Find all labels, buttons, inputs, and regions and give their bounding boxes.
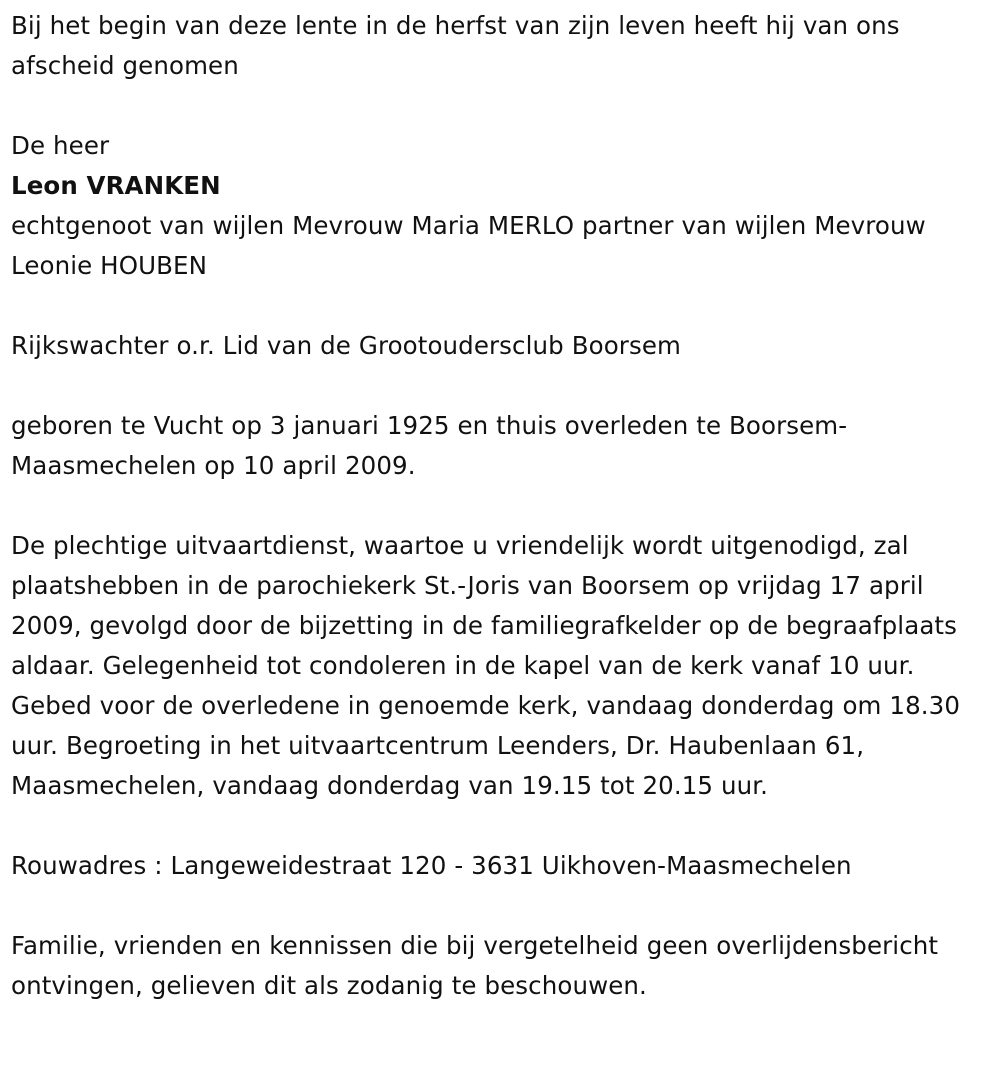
spacer (11, 286, 991, 326)
spacer (11, 86, 991, 126)
intro-text: Bij het begin van deze lente in de herfst van zijn leven heeft hij van ons afscheid genomen (11, 11, 900, 80)
spacer (11, 366, 991, 406)
relation-text: echtgenoot van wijlen Mevrouw Maria MERLO partner van wijlen Mevrouw Leonie HOUBEN (11, 211, 926, 280)
funeral-text: De plechtige uitvaartdienst, waartoe u vriendelijk wordt uitgenodigd, zal plaatshebben in de parochiekerk St.-Joris van Boorsem op vrijdag 17 april 2009, gevolgd door de bijzetting in de familiegrafkelder op de begraafplaats aldaar. Gelegenheid tot condoleren in de kapel van de kerk vanaf 10 uur. Gebed voor de overledene in genoemde kerk, vandaag donderdag om 18.30 uur. Begroeting in het uitvaartcentrum Leenders, Dr. Haubenlaan 61, Maasmechelen, vandaag donderdag van 19.15 tot 20.15 uur. (11, 531, 961, 800)
spacer (11, 806, 991, 846)
salutation: De heer (11, 131, 110, 160)
mourning-address: Rouwadres : Langeweidestraat 120 - 3631 Uikhoven-Maasmechelen (11, 851, 852, 880)
closing-text: Familie, vrienden en kennissen die bij vergetelheid geen overlijdensbericht ontvingen, gelieven dit als zodanig te beschouwen. (11, 931, 939, 1000)
obituary-notice (11, 6, 991, 1006)
spacer (11, 486, 991, 526)
spacer (11, 886, 991, 926)
birth-death-text: geboren te Vucht op 3 januari 1925 en thuis overleden te Boorsem-Maasmechelen op 10 april 2009. (11, 411, 848, 480)
occupation-text: Rijkswachter o.r. Lid van de Grootoudersclub Boorsem (11, 331, 681, 360)
deceased-name: Leon VRANKEN (11, 171, 221, 200)
